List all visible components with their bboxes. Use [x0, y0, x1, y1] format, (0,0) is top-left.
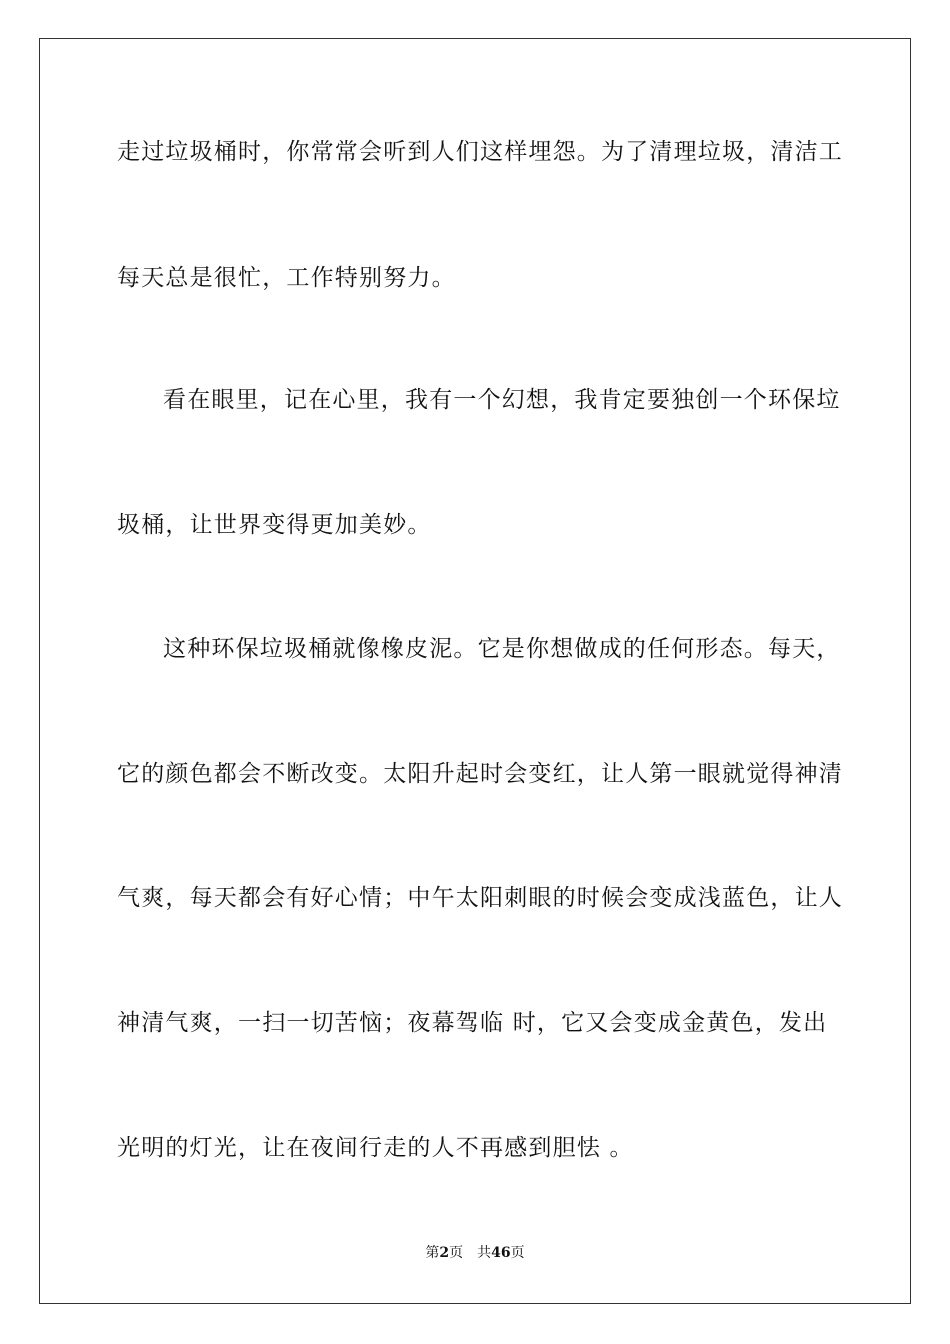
paragraph-line: 它的颜色都会不断改变。太阳升起时会变红，让人第一眼就觉得神清: [117, 761, 843, 787]
paragraph-line: 每天总是很忙，工作特别努力。: [117, 265, 456, 291]
paragraph-line: 这种环保垃圾桶就像橡皮泥。它是你想做成的任何形态。每天，: [163, 636, 841, 662]
page-suffix: 页: [449, 1245, 464, 1261]
total-pages: 46: [491, 1245, 511, 1261]
paragraph-line: 神清气爽，一扫一切苦恼；夜幕驾临 时，它又会变成金黄色，发出: [117, 1010, 828, 1036]
paragraph-line: 气爽，每天都会有好心情；中午太阳刺眼的时候会变成浅蓝色，让人: [117, 885, 843, 911]
page-number: 2: [439, 1245, 450, 1261]
total-suffix: 页: [510, 1245, 525, 1261]
page-footer: [0, 1244, 950, 1262]
page-border: [39, 38, 911, 1304]
paragraph-line: 走过垃圾桶时，你常常会听到人们这样埋怨。为了清理垃圾，清洁工: [117, 139, 843, 165]
total-prefix: 共: [477, 1245, 492, 1261]
paragraph-line: 光明的灯光，让在夜间行走的人不再感到胆怯 。: [117, 1135, 634, 1161]
paragraph-line: 看在眼里，记在心里，我有一个幻想，我肯定要独创一个环保垃: [163, 387, 841, 413]
page-prefix: 第: [425, 1245, 440, 1261]
paragraph-line: 圾桶，让世界变得更加美妙。: [117, 512, 432, 538]
